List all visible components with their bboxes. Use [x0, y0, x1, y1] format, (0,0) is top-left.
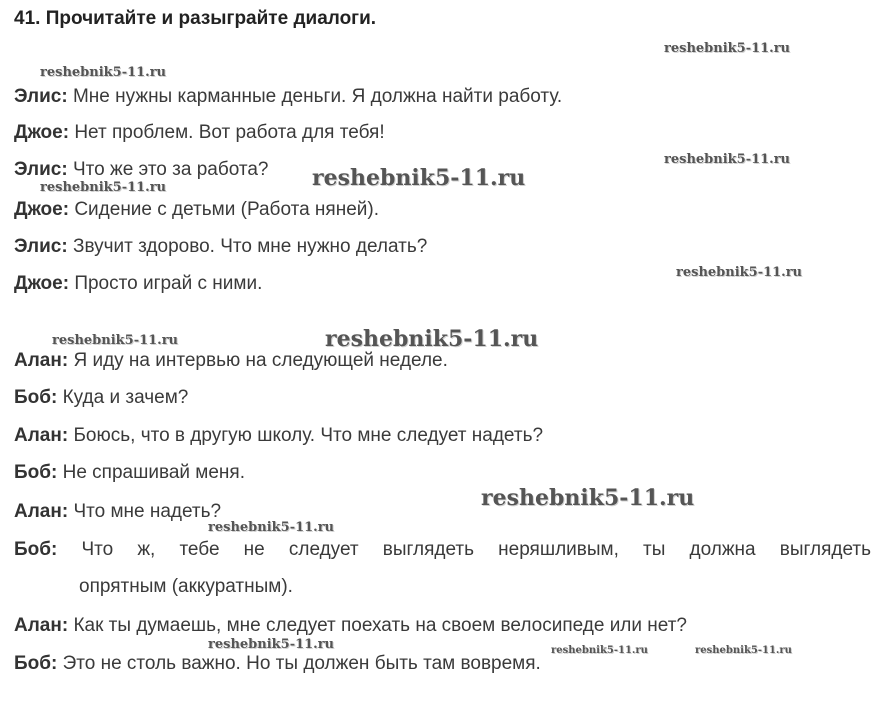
speaker-name: Джое: [14, 199, 70, 220]
dialog-line [14, 652, 541, 676]
watermark: reshebnik5-11.ru [312, 165, 526, 191]
dialog-line-continuation: опрятным (аккуратным). [79, 576, 293, 597]
watermark: reshebnik5-11.ru [40, 180, 167, 195]
line-text: Просто играй с ними. [69, 273, 263, 294]
speaker-name: Джое: [14, 122, 70, 143]
line-text: Боюсь, что в другую школу. Что мне следует надеть? [68, 425, 544, 446]
line-text: Нет проблем. Вот работа для тебя! [69, 122, 385, 143]
dialog-line [14, 424, 543, 448]
exercise-title: 41. Прочитайте и разыграйте диалоги. [14, 8, 377, 29]
line-text: Как ты думаешь, мне следует поехать на своем велосипеде или нет? [68, 615, 687, 636]
line-text: Куда и зачем? [57, 387, 189, 408]
speaker-name: Джое: [14, 273, 70, 294]
dialog-line [14, 461, 245, 485]
watermark: reshebnik5-11.ru [208, 637, 335, 652]
speaker-name: Алан: [14, 501, 69, 522]
speaker-name: Элис: [14, 159, 68, 180]
speaker-name: Алан: [14, 425, 69, 446]
watermark: reshebnik5-11.ru [664, 41, 791, 56]
line-text: Я иду на интервью на следующей неделе. [68, 350, 448, 371]
speaker-name: Элис: [14, 236, 68, 257]
line-text: Что же это за работа? [67, 159, 269, 180]
dialog-line [14, 235, 427, 259]
dialog-line [14, 198, 379, 222]
dialog-line [14, 386, 188, 410]
speaker-name: Боб: [14, 653, 58, 674]
speaker-name: Алан: [14, 615, 69, 636]
speaker-name: Боб: [14, 387, 58, 408]
watermark: reshebnik5-11.ru [52, 333, 179, 348]
dialog-line [14, 349, 448, 373]
line-text: Сидение с детьми (Работа няней). [69, 199, 379, 220]
dialog-line [14, 272, 262, 296]
watermark: reshebnik5-11.ru [551, 645, 648, 656]
dialog-line [14, 538, 871, 562]
watermark: reshebnik5-11.ru [481, 485, 695, 511]
dialog-line [14, 85, 562, 109]
watermark: reshebnik5-11.ru [695, 645, 792, 656]
line-text: Мне нужны карманные деньги. Я должна найти работу. [67, 86, 563, 107]
speaker-name: Алан: [14, 350, 69, 371]
watermark: reshebnik5-11.ru [40, 65, 167, 80]
speaker-name: Элис: [14, 86, 68, 107]
dialog-line [14, 614, 687, 638]
dialog-line [14, 158, 269, 182]
watermark: reshebnik5-11.ru [208, 520, 335, 535]
watermark: reshebnik5-11.ru [664, 152, 791, 167]
dialog-line [14, 121, 385, 145]
line-text: Что мне надеть? [68, 501, 222, 522]
line-text: Звучит здорово. Что мне нужно делать? [67, 236, 428, 257]
line-text: Что ж, тебе не следует выглядеть неряшливым, ты должна выглядеть [57, 539, 871, 560]
line-text: Это не столь важно. Но ты должен быть там вовремя. [57, 653, 541, 674]
speaker-name: Боб: [14, 462, 58, 483]
dialog-line [14, 500, 221, 524]
line-text: Не спрашивай меня. [57, 462, 245, 483]
speaker-name: Боб: [14, 539, 58, 560]
watermark: reshebnik5-11.ru [325, 326, 539, 352]
watermark: reshebnik5-11.ru [676, 265, 803, 280]
